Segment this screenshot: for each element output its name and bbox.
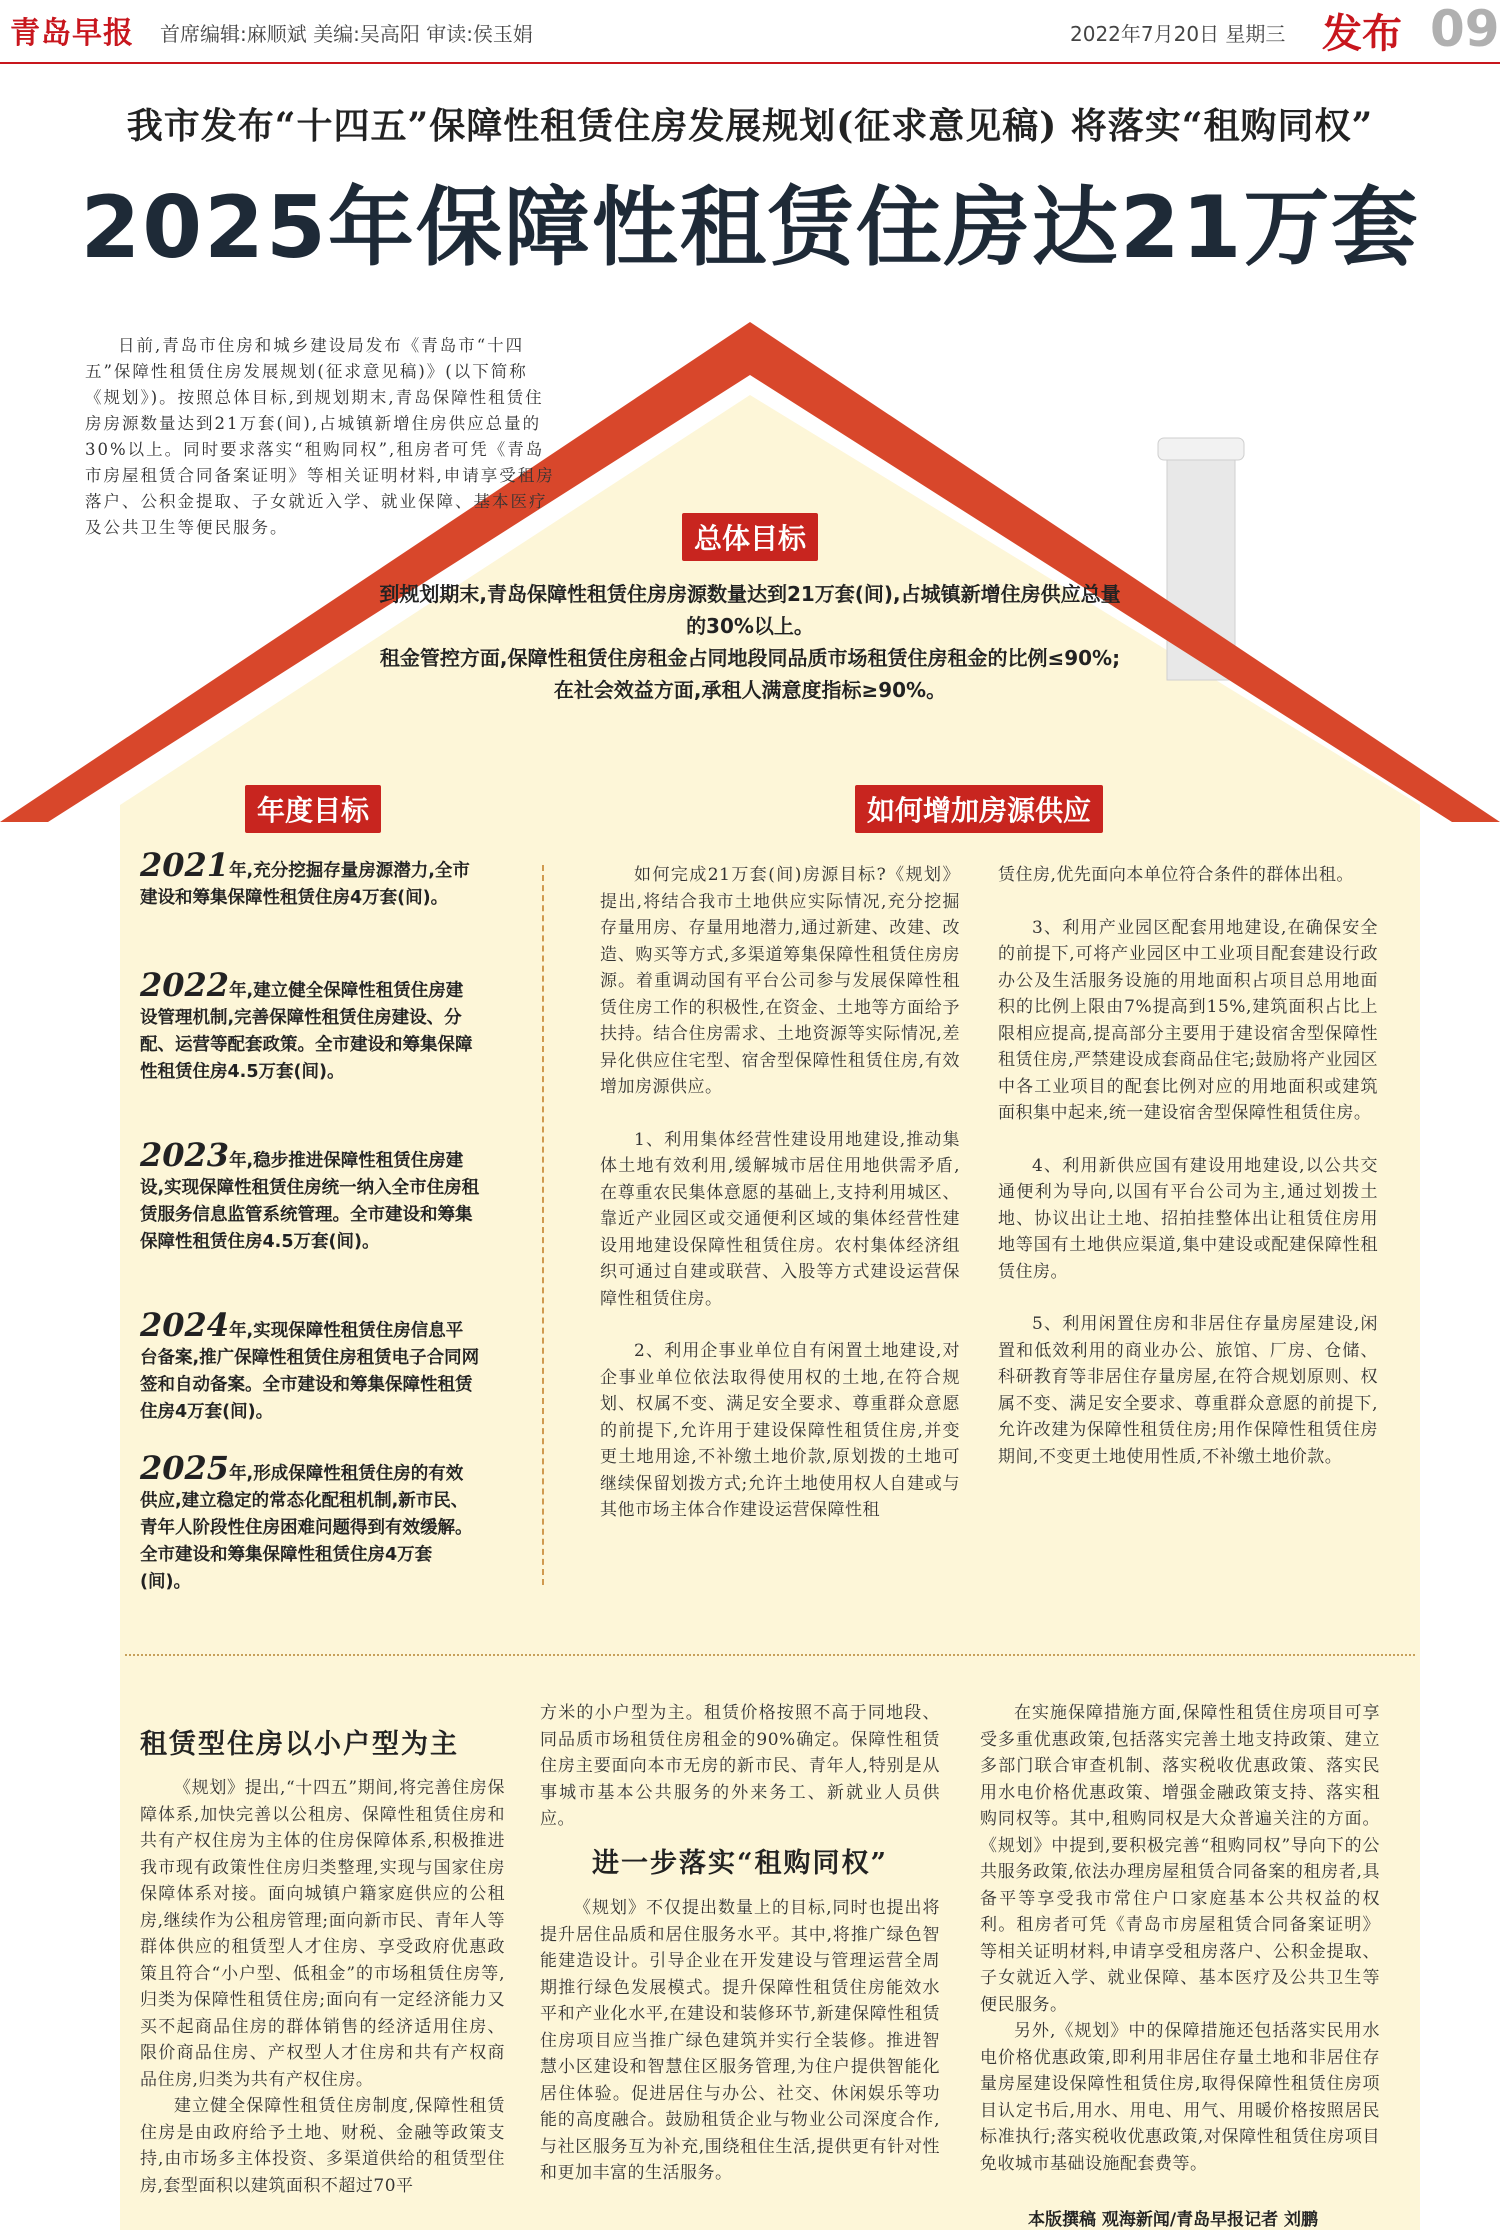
paragraph: 2、利用企事业单位自有闲置土地建设,对企事业单位依法取得使用权的土地,在符合规划、权属不变、满足安全要求、尊重群众意愿的前提下,允许用于建设保障性租赁住房,并变更土地用途,不补缴土地价款,原划拨的土地可继续保留划拨方式;允许土地使用权人自建或与其他市场主体合作建设运营保障性租 (600, 1341, 960, 1520)
annual-goal-2023: 2023年,稳步推进保障性租赁住房建设,实现保障性租赁住房统一纳入全市住房租赁服务信息监管系统管理。全市建设和筹集保障性租赁住房4.5万套(间)。 (140, 1136, 480, 1252)
annual-goal-2022: 2022年,建立健全保障性租赁住房建设管理机制,完善保障性租赁住房建设、分配、运营等配套政策。全市建设和筹集保障性租赁住房4.5万套(间)。 (140, 966, 473, 1082)
editor-credits: 首席编辑:麻顺斌 美编:吴高阳 审读:侯玉娟 (160, 22, 533, 46)
chimney-cap (1158, 438, 1244, 460)
newspaper-logo: 青岛早报 (10, 16, 134, 51)
heading-rent-buy-rights: 进一步落实“租购同权” (591, 1847, 889, 1879)
paragraph: 在实施保障措施方面,保障性租赁住房项目可享受多重优惠政策,包括落实完善土地支持政策、建立多部门联合审查机制、落实税收优惠政策、落实民用水电价格优惠政策、增强金融政策支持、落实租购同权等。其中,租购同权是大众普遍关注的方面。《规划》中提到,要积极完善“租购同权”导向下的公共服务政策,依法办理房屋租赁合同备案的租房者,具备平等享受我市常住户口家庭基本公共权益的权利。租房者可凭《青岛市房屋租赁合同备案证明》等相关证明材料,申请享受租房落户、公积金提取、子女就近入学、就业保障、基本医疗及公共卫生等便民服务。 (980, 1703, 1380, 2015)
byline: 本版撰稿 观海新闻/青岛早报记者 刘鹏 (1028, 2210, 1319, 2230)
paragraph: 4、利用新供应国有建设用地建设,以公共交通便利为导向,以国有平台公司为主,通过划拨土地、协议出让土地、招拍挂整体出让租赁住房用地等国有土地供应渠道,集中建设或配建保障性租赁住房。 (998, 1155, 1378, 1282)
paragraph: 建立健全保障性租赁住房制度,保障性租赁住房是由政府给予土地、财税、金融等政策支持,由市场多主体投资、多渠道供给的租赁型住房,套型面积以建筑面积不超过70平 (140, 2096, 505, 2196)
year-number: 2024 (140, 1306, 230, 1344)
paragraph: 如何完成21万套(间)房源目标?《规划》提出,将结合我市土地供应实际情况,充分挖掘存量用房、存量用地潜力,通过新建、改建、改造、购买等方式,多渠道筹集保障性租赁住房房源。着重调动国有平台公司参与发展保障性租赁住房工作的积极性,在资金、土地等方面给予扶持。结合住房需求、土地资源等实际情况,差异化供应住宅型、宿舍型保障性租赁住房,有效增加房源供应。 (600, 865, 960, 1097)
section-name: 发布 (1322, 10, 1402, 57)
tag-annual-goal: 年度目标 (245, 785, 381, 833)
paragraph: 5、利用闲置住房和非居住存量房屋建设,闲置和低效利用的商业办公、旅馆、厂房、仓储、科研教育等非居住存量房屋,在符合规划原则、权属不变、满足安全要求、尊重群众意愿的前提下,允许改建为保障性租赁住房;用作保障性租赁住房期间,不变更土地使用性质,不补缴土地价款。 (998, 1314, 1378, 1467)
bottom-column-1 (140, 1775, 505, 2199)
tag-overall-goal: 总体目标 (682, 513, 818, 561)
paragraph: 赁住房,优先面向本单位符合条件的群体出租。 (998, 865, 1354, 885)
subtitle: 我市发布“十四五”保障性租赁住房发展规划(征求意见稿) 将落实“租购同权” (126, 105, 1374, 147)
overall-goal-line2: 租金管控方面,保障性租赁住房租金占同地段同品质市场租赁住房租金的比例≤90%;在社会效益方面,承租人满意度指标≥90%。 (379, 646, 1121, 702)
intro-paragraph: 日前,青岛市住房和城乡建设局发布《青岛市“十四五”保障性租赁住房发展规划(征求意见稿)》(以下简称《规划》)。按照总体目标,到规划期末,青岛保障性租赁住房房源数量达到21万套(间),占城镇新增住房供应总量的30%以上。同时要求落实“租购同权”,租房者可凭《青岛市房屋租赁合同备案证明》等相关证明材料,申请享受租房落户、公积金提取、子女就近入学、就业保障、基本医疗及公共卫生等便民服务。 (85, 336, 555, 537)
column-divider (542, 865, 544, 1585)
year-number: 2022 (140, 966, 230, 1004)
bottom-column-3 (980, 1700, 1380, 2177)
overall-goal-text (370, 578, 1130, 706)
paragraph: 3、利用产业园区配套用地建设,在确保安全的前提下,可将产业园区中工业项目配套建设行政办公及生活服务设施的用地面积占项目总用地面积的比例上限由7%提高到15%,建筑面积占比上限相应提高,提高部分主要用于建设宿舍型保障性租赁住房,严禁建设成套商品住宅;鼓励将产业园区中各工业项目的配套比例对应的用地面积或建筑面积集中起来,统一建设宿舍型保障性租赁住房。 (998, 917, 1378, 1123)
paragraph: 《规划》提出,“十四五”期间,将完善住房保障体系,加快完善以公租房、保障性租赁住房和共有产权住房为主体的住房保障体系,积极推进我市现有政策性住房归类整理,实现与国家住房保障体系对接。面向城镇户籍家庭供应的公租房,继续作为公租房管理;面向新市民、青年人等群体供应的租赁型人才住房、享受政府优惠政策且符合“小户型、低租金”的市场租赁住房等,归类为保障性租赁住房;面向有一定经济能力又买不起商品住房的群体销售的经济适用住房、限价商品住房、产权型人才住房和共有产权商品住房,归类为共有产权住房。 (140, 1778, 505, 2090)
supply-column-1 (600, 862, 960, 1550)
annual-goal-2025: 2025年,形成保障性租赁住房的有效供应,建立稳定的常态化配租机制,新市民、青年人阶段性住房困难问题得到有效缓解。全市建设和筹集保障性租赁住房4万套(间)。 (140, 1449, 473, 1592)
page-number: 09 (1430, 0, 1500, 58)
paragraph: 《规划》不仅提出数量上的目标,同时也提出将提升居住品质和居住服务水平。其中,将推广绿色智能建造设计。引导企业在开发建设与管理运营全周期推行绿色发展模式。提升保障性租赁住房能效水平和产业化水平,在建设和装修环节,新建保障性租赁住房项目应当推广绿色建筑并实行全装修。推进智慧小区建设和智慧住区服务管理,为住户提供智能化居住体验。促进居住与办公、社交、休闲娱乐等功能的高度融合。鼓励租赁企业与物业公司深度合作,与社区服务互为补充,围绕租住生活,提供更有针对性和更加丰富的生活服务。 (540, 1898, 940, 2183)
overall-goal-line1: 到规划期末,青岛保障性租赁住房房源数量达到21万套(间),占城镇新增住房供应总量的30%以上。 (379, 582, 1121, 638)
annual-goal-2024: 2024年,实现保障性租赁住房信息平台备案,推广保障性租赁住房租赁电子合同网签和自动备案。全市建设和筹集保障性租赁住房4万套(间)。 (140, 1306, 480, 1422)
paragraph: 方米的小户型为主。租赁价格按照不高于同地段、同品质市场租赁住房租金的90%确定。保障性租赁住房主要面向本市无房的新市民、青年人,特别是从事城市基本公共服务的外来务工、新就业人员供应。 (540, 1703, 940, 1829)
headline: 2025年保障性租赁住房达21万套 (80, 178, 1420, 278)
year-number: 2021 (140, 846, 230, 884)
year-number: 2023 (140, 1136, 230, 1174)
bottom-column-2 (540, 1700, 940, 2187)
heading-small-units: 租赁型住房以小户型为主 (140, 1729, 459, 1760)
annual-goal-2021: 2021年,充分挖掘存量房源潜力,全市建设和筹集保障性租赁住房4万套(间)。 (140, 846, 470, 908)
section-divider (125, 1654, 1415, 1656)
paragraph: 另外,《规划》中的保障措施还包括落实民用水电价格优惠政策,即利用非居住存量土地和非居住存量房屋建设保障性租赁住房,取得保障性租赁住房项目认定书后,用水、用电、用气、用暖价格按照居民标准执行;落实税收优惠政策,对保障性租赁住房项目免收城市基础设施配套费等。 (980, 2021, 1380, 2174)
year-number: 2025 (140, 1449, 230, 1487)
issue-date: 2022年7月20日 星期三 (1070, 22, 1286, 46)
supply-column-2 (998, 862, 1378, 1496)
paragraph: 1、利用集体经营性建设用地建设,推动集体土地有效利用,缓解城市居住用地供需矛盾,在尊重农民集体意愿的基础上,支持利用城区、靠近产业园区或交通便利区域的集体经营性建设用地建设保障性租赁住房。农村集体经济组织可通过自建或联营、入股等方式建设运营保障性租赁住房。 (600, 1129, 960, 1309)
tag-increase-supply: 如何增加房源供应 (855, 785, 1103, 833)
